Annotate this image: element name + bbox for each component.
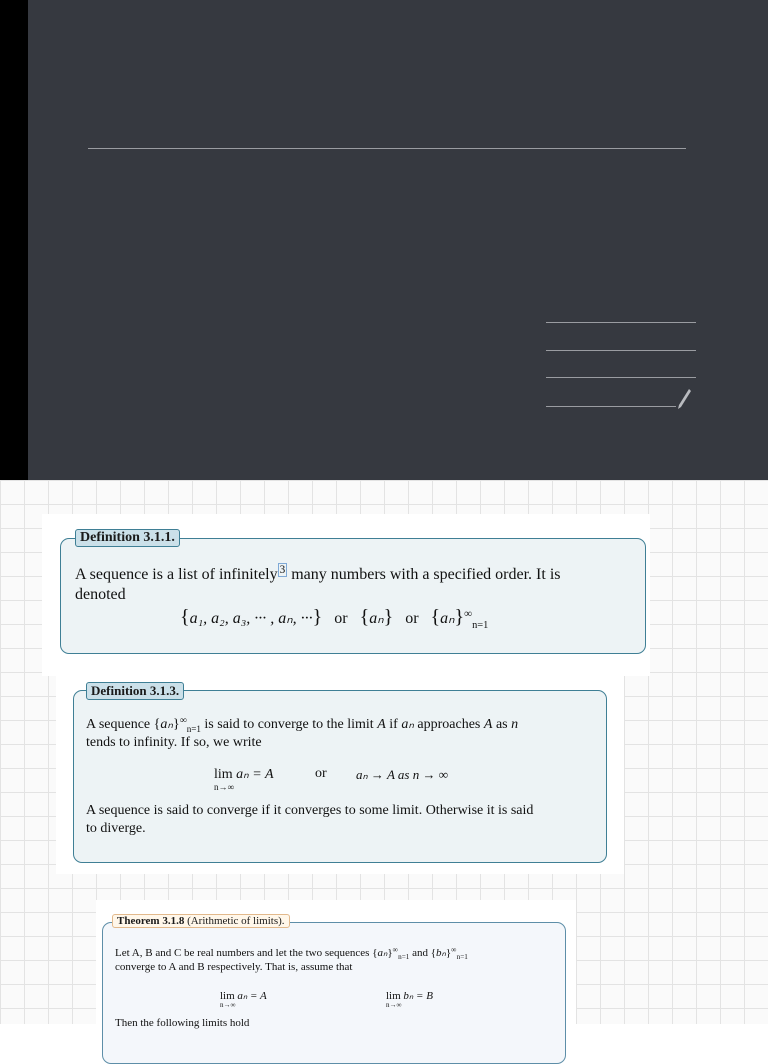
note-line-2 bbox=[546, 350, 696, 351]
pen-icon[interactable] bbox=[676, 388, 692, 410]
limit-a: lim aₙ = A bbox=[220, 990, 267, 1002]
arrow-expression: aₙ → A as n → ∞ bbox=[356, 767, 448, 782]
note-line-1 bbox=[546, 322, 696, 323]
limit-expression: lim aₙ = A bbox=[214, 767, 274, 782]
theorem-box bbox=[102, 922, 566, 1064]
definition-card-3-1-3 bbox=[56, 668, 624, 874]
definition-text-line-1: A sequence is a list of infinitely $^3$ many numbers with a specified order. It is bbox=[75, 564, 561, 583]
sequence-notation: {a₁, a₂, a₃, ··· , aₙ, ···} or {aₙ} or $\{a_n\}^\infty_{n=1}$ bbox=[180, 606, 489, 631]
definition-card-3-1-1 bbox=[42, 514, 650, 676]
footnote-link[interactable]: 3 bbox=[279, 564, 286, 577]
definition-text-line-2: denoted bbox=[75, 586, 126, 603]
theorem-text-line-3: Then the following limits hold bbox=[115, 1017, 250, 1029]
definition-tag: Definition 3.1.1. bbox=[75, 529, 180, 547]
definition-text-line-2: tends to infinity. If so, we write bbox=[86, 735, 262, 750]
definition-text-line-4: to diverge. bbox=[86, 821, 146, 836]
limit-b-subscript: n→∞ bbox=[386, 1001, 402, 1009]
or-text: or bbox=[315, 766, 327, 781]
limit-a-subscript: n→∞ bbox=[220, 1001, 236, 1009]
definition-text-line-1: A sequence $\{a_n\}^\infty_{n=1}$ is said to converge to the limit A if aₙ approaches A as n bbox=[86, 715, 519, 735]
definition-tag: Definition 3.1.3. bbox=[86, 682, 184, 700]
definition-box bbox=[60, 538, 646, 654]
note-line-3 bbox=[546, 377, 696, 378]
theorem-card-3-1-8 bbox=[96, 900, 576, 1029]
definition-text-line-3: A sequence is said to converge if it converges to some limit. Otherwise it is said bbox=[86, 803, 534, 818]
note-line-4[interactable] bbox=[546, 406, 676, 407]
limit-subscript: n→∞ bbox=[214, 782, 234, 792]
theorem-text-line-1: Let A, B and C be real numbers and let the two sequences $\{a_n\}^\infty_{n=1}$ and $\{b_n\}^\infty_{n=1}$ bbox=[115, 945, 468, 962]
title-rule bbox=[88, 148, 686, 149]
limit-b: lim bₙ = B bbox=[386, 990, 433, 1002]
black-side-strip bbox=[0, 0, 28, 480]
theorem-tag: Theorem 3.1.8 (Arithmetic of limits). bbox=[112, 914, 290, 928]
dark-note-panel bbox=[28, 0, 768, 480]
theorem-text-line-2: converge to A and B respectively. That is, assume that bbox=[115, 961, 353, 973]
